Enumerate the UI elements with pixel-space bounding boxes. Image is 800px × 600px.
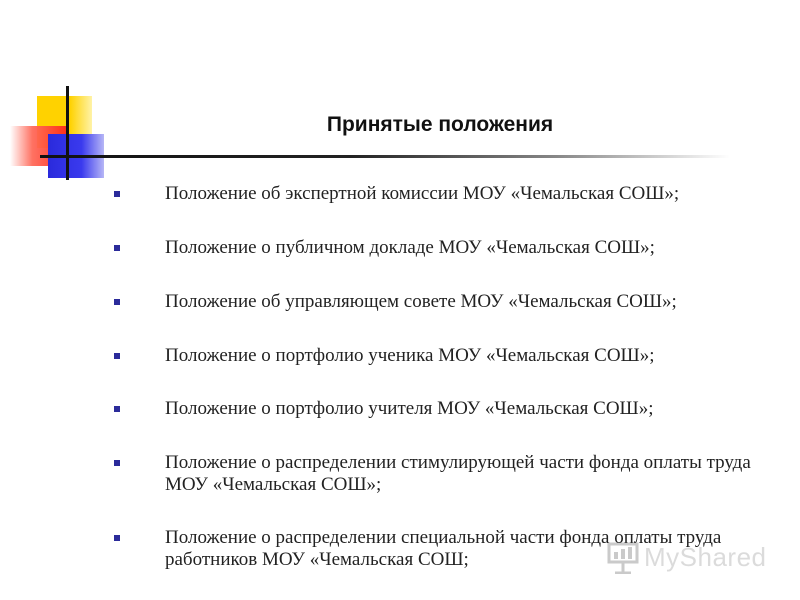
watermark-text: MyShared [644, 542, 767, 572]
list-item-text: Положение о портфолио учителя МОУ «Чемальская СОШ»; [165, 398, 654, 419]
bullet-icon [114, 191, 120, 197]
slide-title: Принятые положения [326, 113, 554, 136]
bullet-icon [114, 460, 120, 466]
bullet-icon [114, 245, 120, 251]
list-item [108, 345, 788, 367]
list-item [108, 452, 788, 496]
list-item-text: Положение об экспертной комиссии МОУ «Чемальская СОШ»; [165, 183, 680, 204]
list-item-text: Положение о распределении стимулирующей части фонда оплаты труда МОУ «Чемальская СОШ»; [165, 452, 751, 495]
title-underline [40, 155, 730, 158]
list-item [108, 183, 788, 205]
list-item-text: Положение о распределении специальной части фонда оплаты труда работников МОУ «Чемальская СОШ; [165, 527, 722, 570]
list-item [108, 291, 788, 313]
list-item-text: Положение о публичном докладе МОУ «Чемальская СОШ»; [165, 237, 655, 258]
watermark [604, 540, 774, 576]
bullet-icon [114, 406, 120, 412]
bullet-icon [114, 299, 120, 305]
list-item-text: Положение о портфолио ученика МОУ «Чемальская СОШ»; [165, 345, 655, 366]
bullet-icon [114, 353, 120, 359]
list-item [108, 398, 788, 420]
list-item-text: Положение об управляющем совете МОУ «Чемальская СОШ»; [165, 291, 677, 312]
decor-vertical-line [66, 86, 69, 180]
list-item [108, 237, 788, 259]
presentation-board-icon [606, 540, 640, 574]
bullet-icon [114, 535, 120, 541]
